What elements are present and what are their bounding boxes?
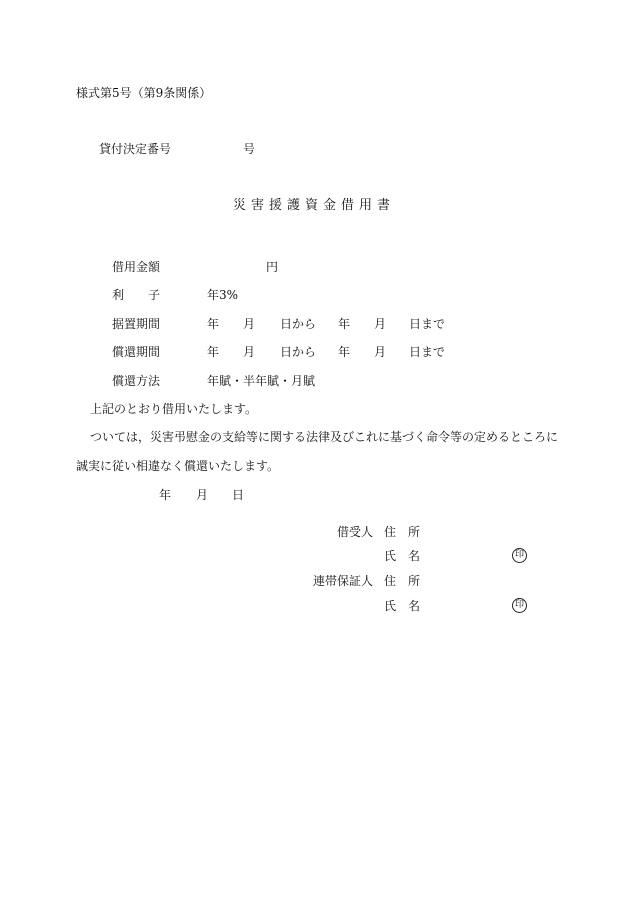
borrower-label: 借受人 — [337, 525, 374, 539]
guarantor-name-label-2: 名 — [408, 599, 421, 613]
borrower-seal-icon: 印 — [512, 548, 527, 563]
grace-start-year: 年 — [207, 317, 220, 331]
amount-unit: 円 — [266, 260, 279, 274]
date-year: 年 — [159, 488, 172, 502]
guarantor-name-label-1: 氏 — [384, 599, 397, 613]
repay-method-value: 年賦・半年賦・月賦 — [207, 374, 316, 388]
guarantor-address-label-2: 所 — [408, 574, 421, 588]
guarantor-label: 連帯保証人 — [313, 574, 374, 588]
body-line-1: 上記のとおり借用いたします。 — [90, 402, 258, 416]
repay-start-month: 月 — [243, 345, 256, 359]
grace-start-month: 月 — [243, 317, 256, 331]
borrower-name-label-2: 名 — [408, 549, 421, 563]
interest-label-1: 利 — [112, 288, 125, 302]
decision-number-label: 貸付決定番号 — [99, 142, 172, 156]
repay-end-day: 日まで — [409, 345, 446, 359]
amount-label: 借用金額 — [112, 260, 161, 274]
body-line-2: ついては，災害弔慰金の支給等に関する法律及びこれに基づく命令等の定めるところに — [90, 430, 559, 444]
grace-start-day: 日から — [280, 317, 317, 331]
body-line-3: 誠実に従い相違なく償還いたします。 — [76, 459, 280, 473]
form-number: 様式第5号（第9条関係） — [76, 86, 212, 100]
interest-value: 年3% — [207, 288, 239, 302]
repay-method-label: 償還方法 — [112, 374, 161, 388]
borrower-address-label-2: 所 — [408, 525, 421, 539]
date-day: 日 — [232, 488, 245, 502]
grace-end-year: 年 — [338, 317, 351, 331]
borrower-name-label-1: 氏 — [384, 549, 397, 563]
grace-end-month: 月 — [374, 317, 387, 331]
decision-number-suffix: 号 — [243, 142, 256, 156]
repay-start-day: 日から — [280, 345, 317, 359]
repay-start-year: 年 — [207, 345, 220, 359]
grace-period-label: 据置期間 — [112, 317, 161, 331]
document-title: 災害援護資金借用書 — [233, 198, 396, 213]
guarantor-seal-icon: 印 — [512, 598, 527, 613]
grace-end-day: 日まで — [409, 317, 446, 331]
date-month: 月 — [196, 488, 209, 502]
guarantor-address-label-1: 住 — [384, 574, 397, 588]
repay-end-year: 年 — [338, 345, 351, 359]
borrower-address-label-1: 住 — [384, 525, 397, 539]
interest-label-2: 子 — [148, 288, 161, 302]
repay-end-month: 月 — [374, 345, 387, 359]
repay-period-label: 償還期間 — [112, 345, 161, 359]
